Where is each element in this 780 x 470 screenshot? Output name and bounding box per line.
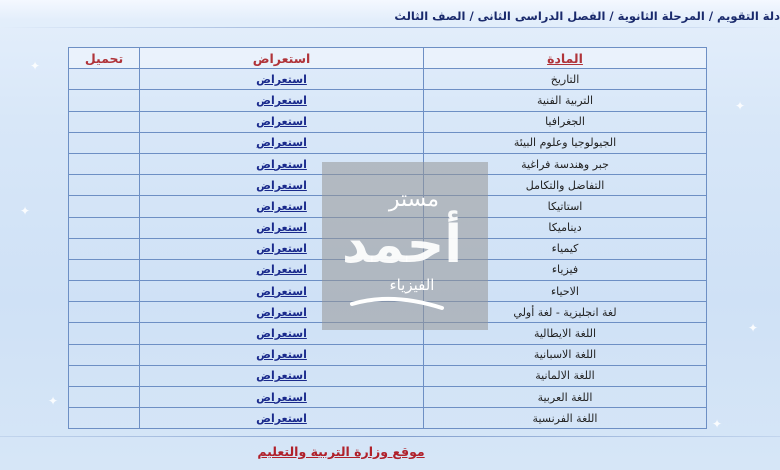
table-header-row [69, 48, 707, 69]
sparkle-decoration: ✦ [748, 321, 759, 335]
column-header-download: تحميل [69, 48, 140, 69]
subject-cell: كيمياء [424, 238, 707, 259]
watermark-swoosh [352, 299, 442, 308]
view-cell [140, 408, 424, 429]
column-header-view: استعراض [140, 48, 424, 69]
view-cell [140, 132, 424, 153]
download-cell [69, 302, 140, 323]
subject-cell: استاتيكا [424, 196, 707, 217]
download-cell [69, 281, 140, 302]
view-link[interactable]: استعراض [256, 369, 307, 383]
subject-cell: التفاضل والتكامل [424, 175, 707, 196]
table-row [69, 365, 707, 386]
breadcrumb-divider [0, 27, 780, 28]
subject-cell: اللغة الايطالية [424, 323, 707, 344]
view-cell [140, 69, 424, 90]
download-cell [69, 217, 140, 238]
view-cell [140, 387, 424, 408]
table-row [69, 408, 707, 429]
view-link[interactable]: استعراض [256, 327, 307, 341]
view-link[interactable]: استعراض [256, 93, 307, 107]
view-link[interactable]: استعراض [256, 242, 307, 256]
view-link[interactable]: استعراض [256, 284, 307, 298]
download-cell [69, 69, 140, 90]
subject-cell: التاريخ [424, 69, 707, 90]
table-row [69, 90, 707, 111]
download-cell [69, 408, 140, 429]
sparkle-decoration: ✦ [30, 59, 41, 73]
table-row [69, 344, 707, 365]
subject-cell: فيزياء [424, 259, 707, 280]
view-link[interactable]: استعراض [256, 221, 307, 235]
watermark-main-text: أحمد [341, 215, 463, 275]
sparkle-decoration: ✦ [48, 394, 59, 408]
table-row [69, 69, 707, 90]
download-cell [69, 365, 140, 386]
view-link[interactable]: استعراض [256, 411, 307, 425]
download-cell [69, 387, 140, 408]
watermark-graphic [322, 162, 488, 330]
view-link[interactable]: استعراض [256, 263, 307, 277]
view-link[interactable]: استعراض [256, 136, 307, 150]
download-cell [69, 175, 140, 196]
download-cell [69, 196, 140, 217]
view-cell [140, 365, 424, 386]
subject-cell: لغة انجليزية - لغة أولي [424, 302, 707, 323]
download-cell [69, 344, 140, 365]
view-link[interactable]: استعراض [256, 348, 307, 362]
subject-cell: الجغرافيا [424, 111, 707, 132]
ministry-website-link[interactable]: موقع وزارة التربية والتعليم [257, 444, 425, 459]
download-cell [69, 259, 140, 280]
subject-cell: اللغة العربية [424, 387, 707, 408]
download-cell [69, 153, 140, 174]
view-cell [140, 111, 424, 132]
watermark-top-text: مستر [388, 187, 440, 212]
sparkle-decoration: ✦ [20, 204, 31, 218]
view-cell [140, 90, 424, 111]
table-row [69, 111, 707, 132]
table-row [69, 132, 707, 153]
subject-cell: ديناميكا [424, 217, 707, 238]
subject-cell: الجيولوجيا وعلوم البيئة [424, 132, 707, 153]
subject-cell: اللغة الاسبانية [424, 344, 707, 365]
sparkle-decoration: ✦ [735, 99, 746, 113]
footer-divider [0, 436, 780, 437]
download-cell [69, 90, 140, 111]
watermark-bottom-text: الفيزياء [389, 276, 435, 294]
sparkle-decoration: ✦ [712, 417, 723, 431]
download-cell [69, 323, 140, 344]
download-cell [69, 238, 140, 259]
view-link[interactable]: استعراض [256, 115, 307, 129]
subject-cell: اللغة الفرنسية [424, 408, 707, 429]
subject-cell: التربية الفنية [424, 90, 707, 111]
view-link[interactable]: استعراض [256, 157, 307, 171]
subject-cell: جبر وهندسة فراغية [424, 153, 707, 174]
view-link[interactable]: استعراض [256, 390, 307, 404]
subject-cell: اللغة الالمانية [424, 365, 707, 386]
watermark-logo [322, 162, 488, 330]
view-link[interactable]: استعراض [256, 199, 307, 213]
subject-cell: الاحياء [424, 281, 707, 302]
download-cell [69, 111, 140, 132]
column-header-subject: المادة [424, 48, 707, 69]
view-link[interactable]: استعراض [256, 305, 307, 319]
table-row [69, 387, 707, 408]
view-link[interactable]: استعراض [256, 72, 307, 86]
view-link[interactable]: استعراض [256, 178, 307, 192]
breadcrumb[interactable]: دلة التقويم / المرحلة الثانوية / الفصل الدراسى الثانى / الصف الثالث [394, 9, 780, 23]
view-cell [140, 344, 424, 365]
download-cell [69, 132, 140, 153]
